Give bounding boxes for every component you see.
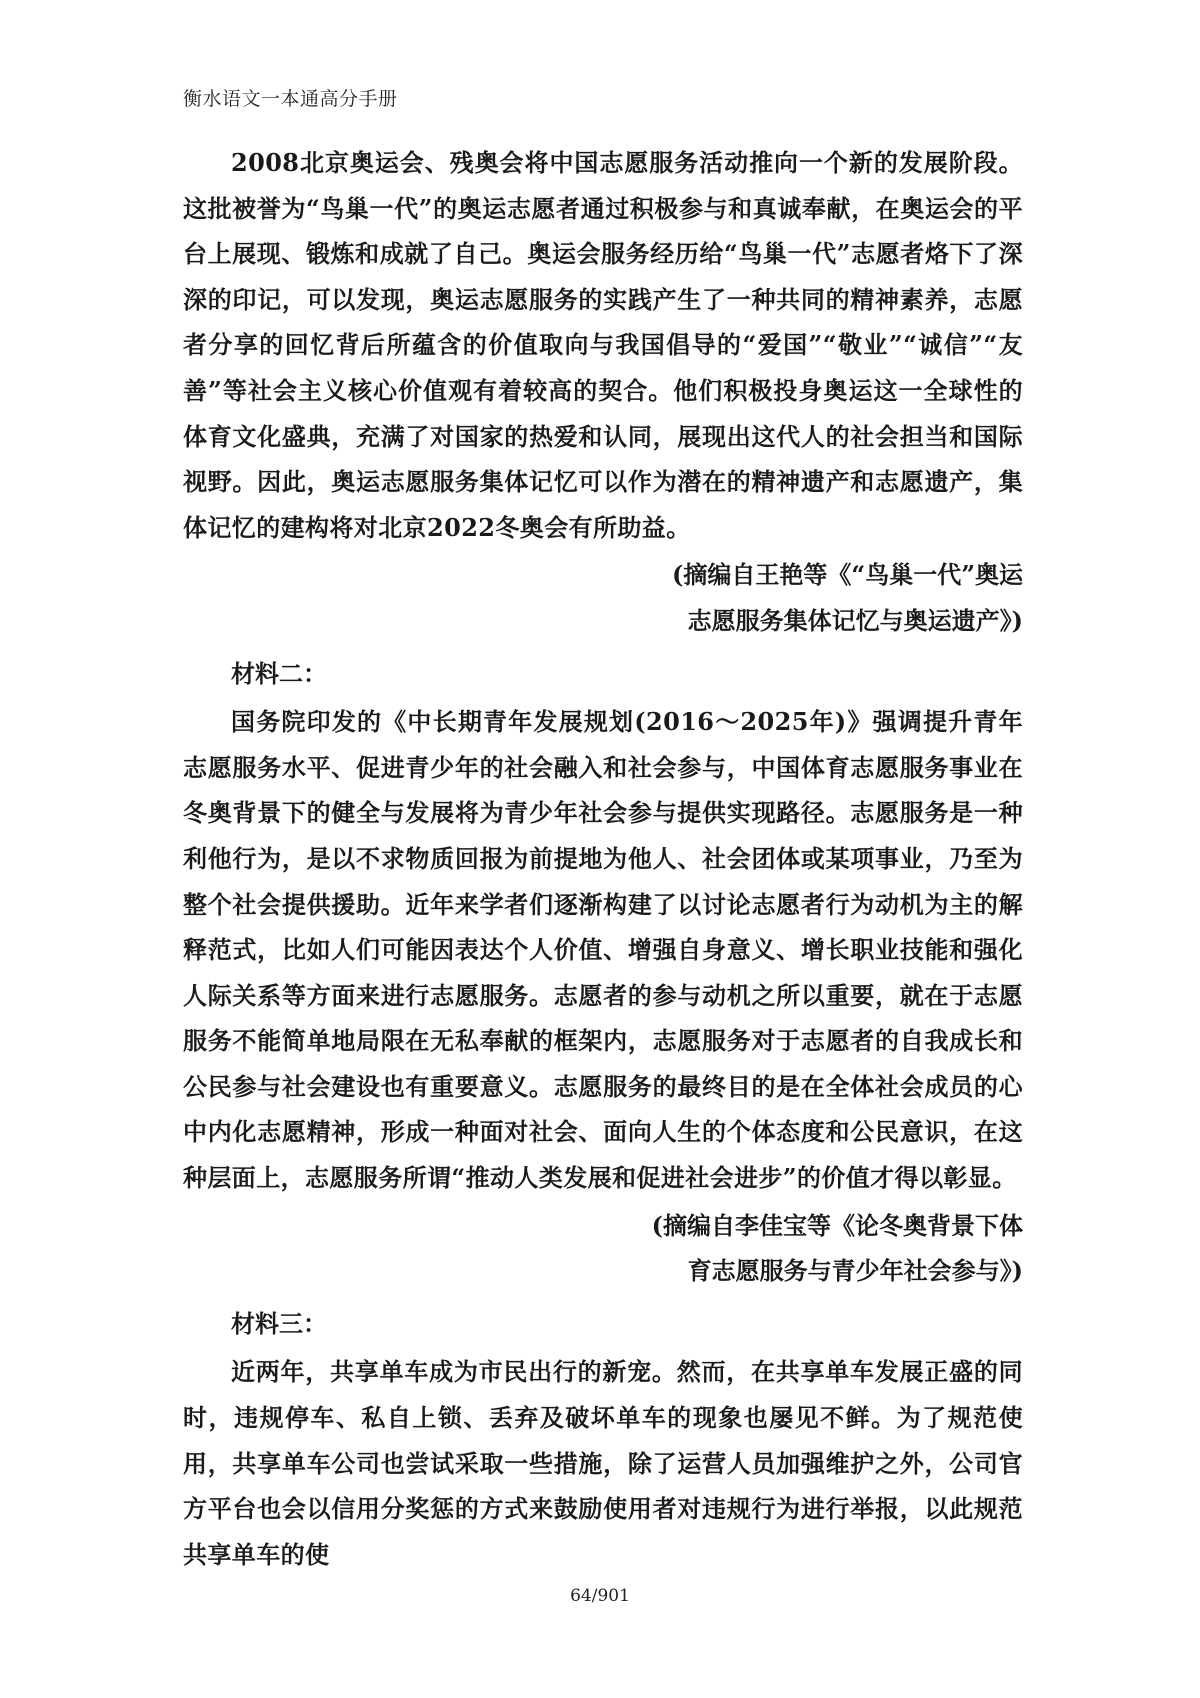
material-two-source-line-1: (摘编自李佳宝等《论冬奥背景下体 bbox=[651, 1210, 1023, 1240]
material-two-title: 材料二： bbox=[231, 659, 327, 688]
material-one-source-line-2: 志愿服务集体记忆与奥运遗产》) bbox=[687, 605, 1023, 635]
material-one-source bbox=[183, 552, 1023, 643]
material-three-title: 材料三： bbox=[231, 1309, 327, 1338]
material-two-source bbox=[183, 1203, 1023, 1294]
material-two-source-line-2: 育志愿服务与青少年社会参与》) bbox=[687, 1256, 1023, 1286]
material-one-paragraph: 2008北京奥运会、残奥会将中国志愿服务活动推向一个新的发展阶段。这批被誉为“鸟巢一代”的奥运志愿者通过积极参与和真诚奉献，在奥运会的平台上展现、锻炼和成就了自己。奥运会服务经历给“鸟巢一代”志愿者烙下了深深的印记，可以发现，奥运志愿服务的实践产生了一种共同的精神素养，志愿者分享的回忆背后所蕴含的价值取向与我国倡导的“爱国”“敬业”“诚信”“友善”等社会主义核心价值观有着较高的契合。他们积极投身奥运这一全球性的体育文化盛典，充满了对国家的热爱和认同，展现出这代人的社会担当和国际视野。因此，奥运志愿服务集体记忆可以作为潜在的精神遗产和志愿遗产，集体记忆的建构将对北京2022冬奥会有所助益。 bbox=[183, 148, 1023, 542]
page-number: 64/901 bbox=[570, 1586, 630, 1606]
running-header: 衡水语文一本通高分手册 bbox=[183, 88, 398, 110]
material-three-paragraph: 近两年，共享单车成为市民出行的新宠。然而，在共享单车发展正盛的同时，违规停车、私自上锁、丢弃及破坏单车的现象也屡见不鲜。为了规范使用，共享单车公司也尝试采取一些措施，除了运营人员加强维护之外，公司官方平台也会以信用分奖惩的方式来鼓励使用者对违规行为进行举报，以此规范共享单车的使 bbox=[183, 1357, 1023, 1569]
page-content bbox=[183, 140, 1023, 1577]
material-two-paragraph: 国务院印发的《中长期青年发展规划(2016～2025年)》强调提升青年志愿服务水平、促进青少年的社会融入和社会参与，中国体育志愿服务事业在冬奥背景下的健全与发展将为青少年社会参与提供实现路径。志愿服务是一种利他行为，是以不求物质回报为前提地为他人、社会团体或某项事业，乃至为整个社会提供援助。近年来学者们逐渐构建了以讨论志愿者行为动机为主的解释范式，比如人们可能因表达个人价值、增强自身意义、增长职业技能和强化人际关系等方面来进行志愿服务。志愿者的参与动机之所以重要，就在于志愿服务不能简单地局限在无私奉献的框架内，志愿服务对于志愿者的自我成长和公民参与社会建设也有重要意义。志愿服务的最终目的是在全体社会成员的心中内化志愿精神，形成一种面对社会、面向人生的个体态度和公民意识，在这种层面上，志愿服务所谓“推动人类发展和促进社会进步”的价值才得以彰显。 bbox=[183, 707, 1023, 1193]
material-one-source-line-1: (摘编自王艳等《“鸟巢一代”奥运 bbox=[672, 560, 1023, 590]
